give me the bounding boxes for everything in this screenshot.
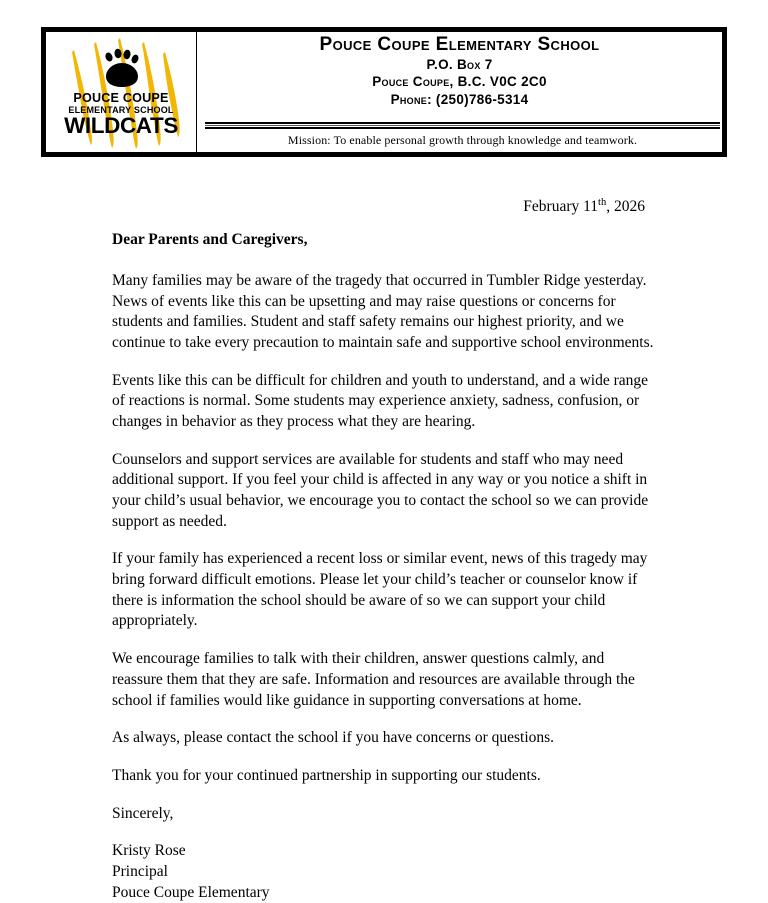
salutation: Dear Parents and Caregivers,: [112, 231, 308, 248]
signature-block: [112, 841, 657, 903]
address-line-po-box: P.O. Box 7: [426, 56, 493, 72]
mission-section: [205, 122, 720, 148]
signer-name: Kristy Rose: [112, 842, 186, 860]
letter-body: [112, 230, 657, 903]
logo-line-3: WILDCATS: [64, 113, 178, 138]
address-line-city: Pouce Coupe, B.C. V0C 2C0: [372, 74, 547, 90]
logo-line-1: POUCE COUPE: [73, 91, 169, 105]
letterhead-text: [197, 32, 722, 152]
letter-date: [0, 197, 645, 216]
letterhead-box: [41, 27, 727, 157]
paragraph-6: As always, please contact the school if you have concerns or questions.: [112, 729, 555, 747]
mission-statement: Mission: To enable personal growth through knowledge and teamwork.: [287, 133, 638, 147]
paragraph-7: Thank you for your continued partnership in supporting our students.: [112, 766, 541, 784]
paragraph-2: Events like this can be difficult for children and youth to understand, and a wide range of reactions is normal. Some students may experience anxiety, sadness, confusion, or changes in behavior as they process what they are hearing.: [112, 371, 649, 430]
wildcats-logo-icon: [46, 32, 196, 152]
letterhead-inner: [46, 32, 722, 152]
paragraph-5: We encourage families to talk with their children, answer questions calmly, and reassure them that they are safe. Information and resources are available through the school if families would like guidance in supporting conversations at home.: [112, 650, 635, 709]
date-month-day: February 11: [523, 198, 599, 216]
date-year: , 2026: [606, 198, 645, 216]
signer-organization: Pouce Coupe Elementary: [112, 883, 270, 901]
school-name: Pouce Coupe Elementary School: [319, 34, 600, 55]
address-line-phone: Phone: (250)786-5314: [390, 92, 529, 108]
date-ordinal-suffix: th: [598, 197, 607, 208]
signer-title: Principal: [112, 862, 168, 880]
logo-line-2: ELEMENTARY SCHOOL: [68, 105, 174, 115]
paragraph-4: If your family has experienced a recent loss or similar event, news of this tragedy may bring forward difficult emotions. Please let your child’s teacher or counselor know if there is information the school should be aware of so we can support your child appropriately.: [112, 550, 648, 630]
paragraph-3: Counselors and support services are available for students and staff who may need additional support. If you feel your child is affected in any way or you notice a shift in your child’s usual behavior, we encourage you to contact the school so we can provide support as needed.: [112, 450, 649, 530]
closing: Sincerely,: [112, 804, 174, 822]
school-logo: [46, 32, 197, 152]
paragraph-1: Many families may be aware of the tragedy that occurred in Tumbler Ridge yesterday. News of events like this can be upsetting and may raise questions or concerns for students and families. Student and staff safety remains our highest priority, and we continue to take every precaution to maintain safe and supportive school environments.: [112, 271, 654, 351]
